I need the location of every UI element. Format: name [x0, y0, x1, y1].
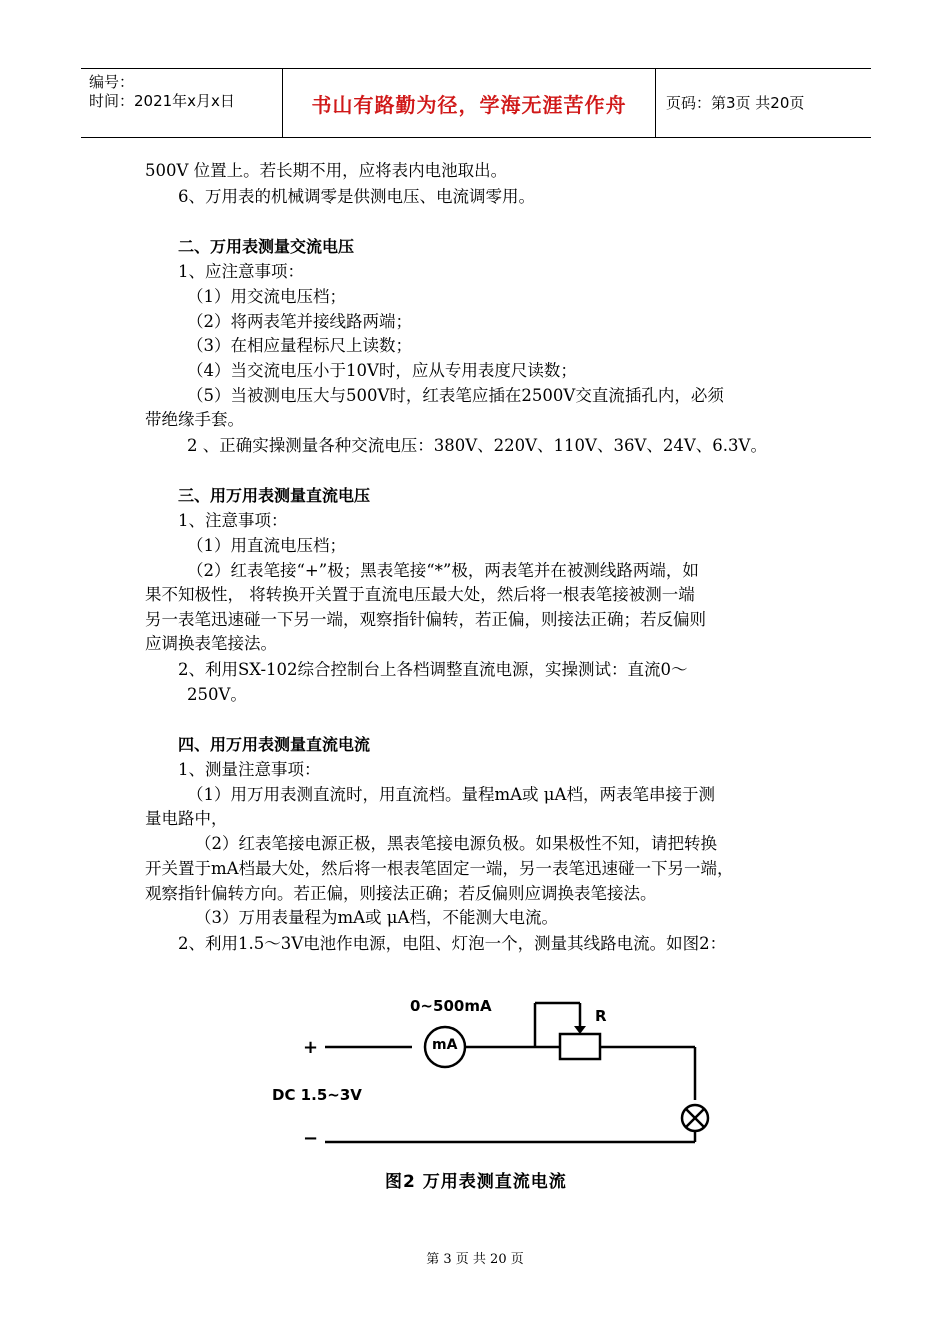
paragraph-line: （2）红表笔接“+”极；黑表笔接“*”极，两表笔并在被测线路两端，如	[187, 561, 699, 580]
paragraph-line: 果不知极性， 将转换开关置于直流电压最大处，然后将一根表笔接被测一端	[145, 585, 695, 604]
paragraph-line: 2、利用1.5～3V电池作电源，电阻、灯泡一个，测量其线路电流。如图2：	[178, 934, 727, 953]
paragraph-line: 开关置于mA档最大处，然后将一根表笔固定一端，另一表笔迅速碰一下另一端，	[145, 859, 734, 878]
paragraph-line: 应调换表笔接法。	[145, 634, 277, 653]
paragraph-line: 1、应注意事项：	[178, 262, 304, 281]
paragraph-line: （1）用万用表测直流时，用直流档。量程mA或 μA档，两表笔串接于测	[187, 785, 715, 804]
rheostat-symbol	[560, 1034, 600, 1059]
document-date: 时间：2021年x月x日	[89, 92, 235, 110]
ammeter-label: mA	[432, 1037, 458, 1053]
paragraph-line: 250V。	[187, 685, 247, 704]
paragraph-line: （4）当交流电压小于10V时，应从专用表度尺读数；	[187, 361, 577, 380]
motto-text: 书山有路勤为径，学海无涯苦作舟	[311, 92, 627, 117]
header-info-cell	[81, 69, 283, 137]
paragraph-line: 1、注意事项：	[178, 511, 288, 530]
paragraph-line: （2）将两表笔并接线路两端；	[187, 312, 412, 331]
paragraph-line: （1）用直流电压档；	[187, 536, 346, 555]
paragraph-line: （5）当被测电压大与500V时，红表笔应插在2500V交直流插孔内，必须	[187, 386, 724, 405]
paragraph-line: （2）红表笔接电源正极，黑表笔接电源负极。如果极性不知，请把转换	[195, 834, 717, 853]
paragraph-line: 500V 位置上。若长期不用，应将表内电池取出。	[145, 161, 508, 180]
paragraph-line: 2 、正确实操测量各种交流电压：380V、220V、110V、36V、24V、6.3V。	[187, 436, 767, 455]
header-page-cell	[656, 69, 871, 137]
paragraph-line: 6、万用表的机械调零是供测电压、电流调零用。	[178, 187, 535, 206]
page-header	[81, 68, 871, 138]
positive-terminal-label: +	[303, 1037, 319, 1058]
document-number-label: 编号：	[89, 73, 135, 91]
circuit-diagram	[270, 990, 720, 1150]
paragraph-line: （3）在相应量程标尺上读数；	[187, 336, 412, 355]
page-footer: 第 3 页 共 20 页	[426, 1252, 524, 1267]
paragraph-line: 观察指针偏转方向。若正偏，则接法正确；若反偏则应调换表笔接法。	[145, 884, 657, 903]
circuit-svg	[270, 990, 720, 1150]
paragraph-line: 1、测量注意事项：	[178, 760, 321, 779]
figure-caption: 图2 万用表测直流电流	[385, 1172, 567, 1192]
resistor-label: R	[595, 1007, 607, 1025]
negative-terminal-label: −	[303, 1128, 319, 1149]
range-label: 0~500mA	[410, 997, 492, 1015]
paragraph-line: （3）万用表量程为mA或 μA档，不能测大电流。	[195, 908, 558, 927]
paragraph-line: （1）用交流电压档；	[187, 287, 346, 306]
page-number-info: 页码：第3页 共20页	[666, 93, 805, 112]
paragraph-line: 量电路中，	[145, 809, 228, 828]
paragraph-line: 2、利用SX-102综合控制台上各档调整直流电源，实操测试：直流0～	[178, 660, 688, 679]
dc-source-label: DC 1.5~3V	[272, 1086, 362, 1104]
paragraph-line: 带绝缘手套。	[145, 410, 244, 429]
section-heading: 三、用万用表测量直流电压	[178, 486, 371, 505]
header-motto-cell	[283, 69, 656, 137]
section-heading: 二、万用表测量交流电压	[178, 237, 355, 256]
section-heading: 四、用万用表测量直流电流	[178, 735, 371, 754]
paragraph-line: 另一表笔迅速碰一下另一端，观察指针偏转，若正偏，则接法正确；若反偏则	[145, 610, 706, 629]
